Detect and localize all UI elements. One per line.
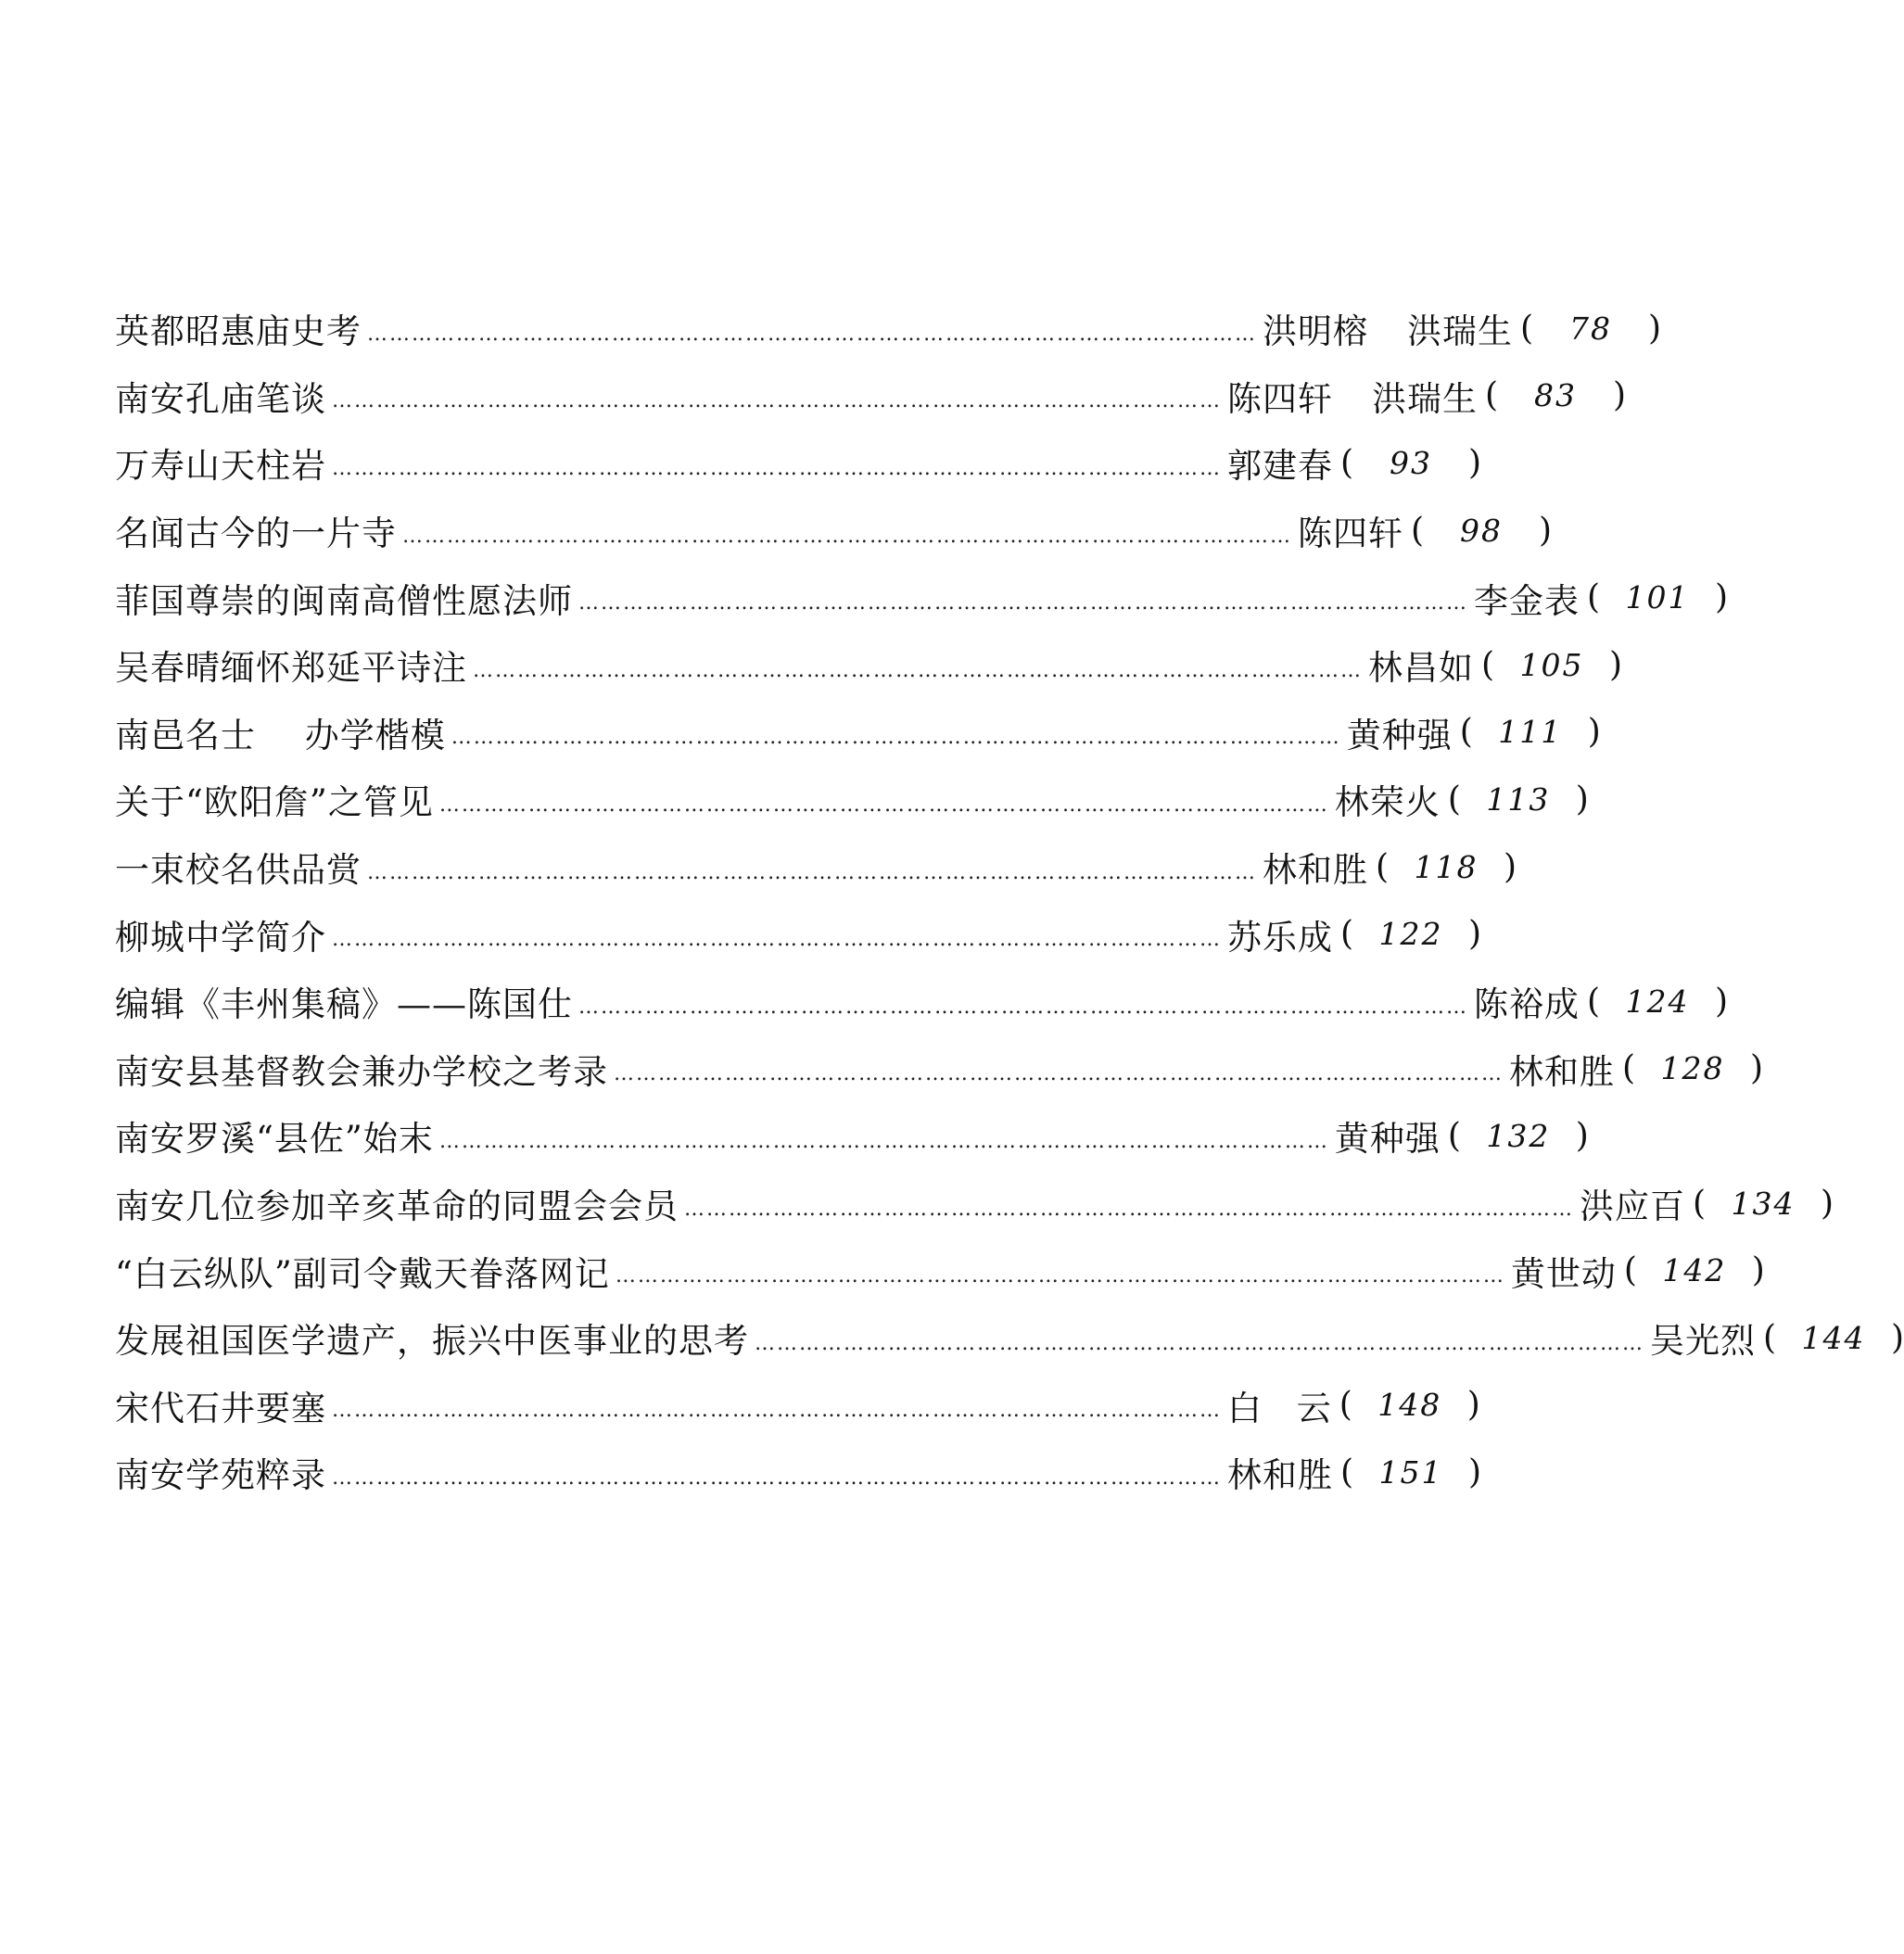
page-number: 93: [1390, 444, 1432, 481]
author: 林和胜: [1227, 1455, 1333, 1496]
leader-dots: …………………………………………………………………………………………………………: [451, 726, 1341, 750]
leader-dots: …………………………………………………………………………………………………………: [578, 591, 1468, 615]
author: 洪瑞生: [1372, 378, 1478, 419]
toc-entry-title: 南安几位参加辛亥革命的同盟会会员: [115, 1186, 679, 1227]
toc-entry-title: 菲国尊崇的闽南高僧性愿法师: [115, 580, 573, 621]
toc-entry: [115, 1237, 1765, 1304]
author: 洪瑞生: [1407, 311, 1513, 352]
author: 洪应百: [1580, 1186, 1685, 1227]
leader-dots: …………………………………………………………………………………………………………: [614, 1062, 1504, 1086]
toc-entry: [115, 766, 1589, 833]
toc-entry: [115, 429, 1481, 497]
toc-entry-title: 柳城中学简介: [115, 917, 326, 958]
page-number: 134: [1731, 1185, 1796, 1222]
toc-entry-authors: [1474, 573, 1580, 623]
page-number: 124: [1625, 983, 1690, 1020]
page-number: 113: [1486, 780, 1551, 818]
toc-entry-title: 南安罗溪“县佐”始末: [115, 1119, 434, 1160]
toc-entry-page: ( 118 ): [1376, 847, 1517, 886]
leader-dots: …………………………………………………………………………………………………………: [332, 456, 1222, 480]
leader-dots: …………………………………………………………………………………………………………: [438, 793, 1329, 817]
author: 林昌如: [1368, 648, 1474, 689]
toc-entry: [115, 1102, 1589, 1170]
toc-entry-title: 关于“欧阳詹”之管见: [115, 782, 434, 823]
toc-entry-authors: [1511, 1246, 1617, 1296]
author: 吴光烈: [1650, 1321, 1756, 1362]
toc-entry-title: 南安孔庙笔谈: [115, 378, 326, 419]
author: 陈四轩: [1298, 514, 1403, 554]
toc-entry-title: 名闻古今的一片寺: [115, 514, 397, 554]
page-number: 118: [1414, 848, 1479, 885]
toc-entry: [115, 1170, 1834, 1237]
toc-entry-authors: [1263, 842, 1368, 892]
toc-entry-title: 发展祖国医学遗产，振兴中医事业的思考: [115, 1321, 749, 1362]
toc-entry-authors: [1263, 303, 1513, 353]
toc-entry-title: “白云纵队”副司令戴天眷落网记: [115, 1253, 610, 1294]
author: 林和胜: [1263, 850, 1368, 891]
toc-entry: [115, 699, 1601, 767]
leader-dots: …………………………………………………………………………………………………………: [332, 928, 1222, 952]
toc-entry-authors: [1335, 774, 1441, 824]
author: 苏乐成: [1227, 917, 1333, 958]
toc-entry-authors: [1227, 1380, 1332, 1430]
toc-entry-title: 一束校名供品赏: [115, 850, 362, 891]
author: 陈四轩: [1227, 378, 1333, 419]
author: 洪明榕: [1263, 311, 1368, 352]
toc-entry-page: ( 128 ): [1622, 1049, 1763, 1088]
leader-dots: …………………………………………………………………………………………………………: [332, 1466, 1222, 1490]
author: 林荣火: [1334, 782, 1441, 823]
toc-entry-authors: [1580, 1178, 1685, 1228]
toc-entry: [115, 1035, 1763, 1103]
leader-dots: …………………………………………………………………………………………………………: [755, 1331, 1644, 1355]
toc-entry-page: ( 83 ): [1485, 376, 1626, 415]
author: 黄种强: [1334, 1119, 1441, 1160]
toc-entry-page: ( 151 ): [1340, 1453, 1481, 1491]
author: 黄种强: [1346, 715, 1453, 755]
page-number: 142: [1662, 1252, 1727, 1289]
page-number: 144: [1801, 1319, 1866, 1356]
leader-dots: …………………………………………………………………………………………………………: [367, 322, 1257, 346]
page-number: 111: [1498, 714, 1563, 751]
toc-entry-authors: [1650, 1313, 1756, 1363]
toc-entry: [115, 900, 1481, 968]
toc-entry: [115, 362, 1626, 430]
leader-dots: …………………………………………………………………………………………………………: [367, 860, 1257, 884]
leader-dots: …………………………………………………………………………………………………………: [684, 1197, 1574, 1221]
toc-entry: [115, 295, 1661, 362]
toc-entry-authors: [1227, 1447, 1333, 1497]
toc-entry-authors: [1474, 976, 1580, 1026]
toc-entry-authors: [1227, 909, 1333, 959]
toc-entry-authors: [1227, 438, 1333, 488]
toc-entry-authors: [1347, 707, 1453, 757]
toc-entry-page: ( 98 ): [1411, 511, 1552, 550]
toc-entry: [115, 968, 1728, 1035]
toc-entry-page: ( 93 ): [1340, 443, 1481, 482]
toc-entry-title: 南安县基督教会兼办学校之考录: [115, 1051, 608, 1092]
toc-entry-page: ( 132 ): [1447, 1116, 1589, 1155]
toc-entry-page: ( 134 ): [1693, 1184, 1834, 1223]
table-of-contents: [115, 295, 1904, 1506]
toc-entry-page: ( 144 ): [1763, 1318, 1904, 1357]
page-number: 83: [1534, 377, 1577, 414]
toc-entry-page: ( 101 ): [1587, 578, 1728, 617]
toc-entry: [115, 564, 1728, 631]
toc-entry: [115, 833, 1517, 901]
author: 郭建春: [1227, 446, 1333, 487]
toc-entry-page: ( 124 ): [1587, 982, 1728, 1021]
toc-entry-title: 南邑名士 办学楷模: [115, 715, 446, 755]
leader-dots: …………………………………………………………………………………………………………: [473, 658, 1363, 682]
leader-dots: …………………………………………………………………………………………………………: [615, 1264, 1505, 1288]
toc-entry-title: 南安学苑粹录: [115, 1455, 326, 1496]
toc-entry-page: ( 122 ): [1340, 915, 1481, 954]
leader-dots: …………………………………………………………………………………………………………: [332, 389, 1222, 413]
page-number: 128: [1660, 1050, 1725, 1087]
page-number: 101: [1625, 579, 1690, 616]
toc-entry-authors: [1335, 1110, 1441, 1161]
leader-dots: …………………………………………………………………………………………………………: [578, 995, 1468, 1019]
toc-entry-page: ( 148 ): [1339, 1386, 1480, 1425]
toc-entry-page: ( 142 ): [1623, 1251, 1765, 1290]
page-number: 122: [1378, 916, 1443, 953]
page-number: 148: [1377, 1387, 1442, 1424]
toc-entry: [115, 631, 1622, 699]
page-number: 105: [1519, 646, 1584, 683]
toc-entry: [115, 1304, 1904, 1372]
leader-dots: …………………………………………………………………………………………………………: [438, 1129, 1329, 1153]
page-number: 151: [1378, 1453, 1443, 1491]
toc-entry-authors: [1509, 1044, 1615, 1094]
toc-entry: [115, 1372, 1480, 1440]
toc-entry: [115, 1439, 1481, 1506]
toc-entry-page: ( 113 ): [1447, 780, 1589, 818]
toc-entry-page: ( 111 ): [1459, 713, 1601, 752]
author: 林和胜: [1509, 1051, 1615, 1092]
toc-entry-page: ( 105 ): [1481, 645, 1622, 684]
page-number: 98: [1460, 512, 1503, 549]
toc-entry-title: 宋代石井要塞: [115, 1388, 326, 1428]
toc-entry-title: 吴春晴缅怀郑延平诗注: [115, 648, 467, 689]
toc-entry-authors: [1368, 640, 1474, 690]
toc-entry-page: ( 78 ): [1520, 309, 1661, 348]
author: 白 云: [1227, 1388, 1332, 1428]
toc-entry-title: 万寿山天柱岩: [115, 446, 326, 487]
toc-entry-authors: [1298, 505, 1403, 555]
author: 李金表: [1474, 580, 1580, 621]
author: 陈裕成: [1474, 984, 1580, 1025]
page-number: 78: [1569, 310, 1612, 347]
toc-entry-title: 编辑《丰州集稿》——陈国仕: [115, 984, 573, 1025]
toc-entry-authors: [1227, 371, 1478, 421]
toc-entry-title: 英都昭惠庙史考: [115, 311, 362, 352]
author: 黄世动: [1510, 1253, 1617, 1294]
leader-dots: …………………………………………………………………………………………………………: [402, 524, 1292, 548]
toc-entry: [115, 497, 1552, 565]
page-number: 132: [1486, 1117, 1551, 1154]
leader-dots: …………………………………………………………………………………………………………: [332, 1399, 1222, 1423]
